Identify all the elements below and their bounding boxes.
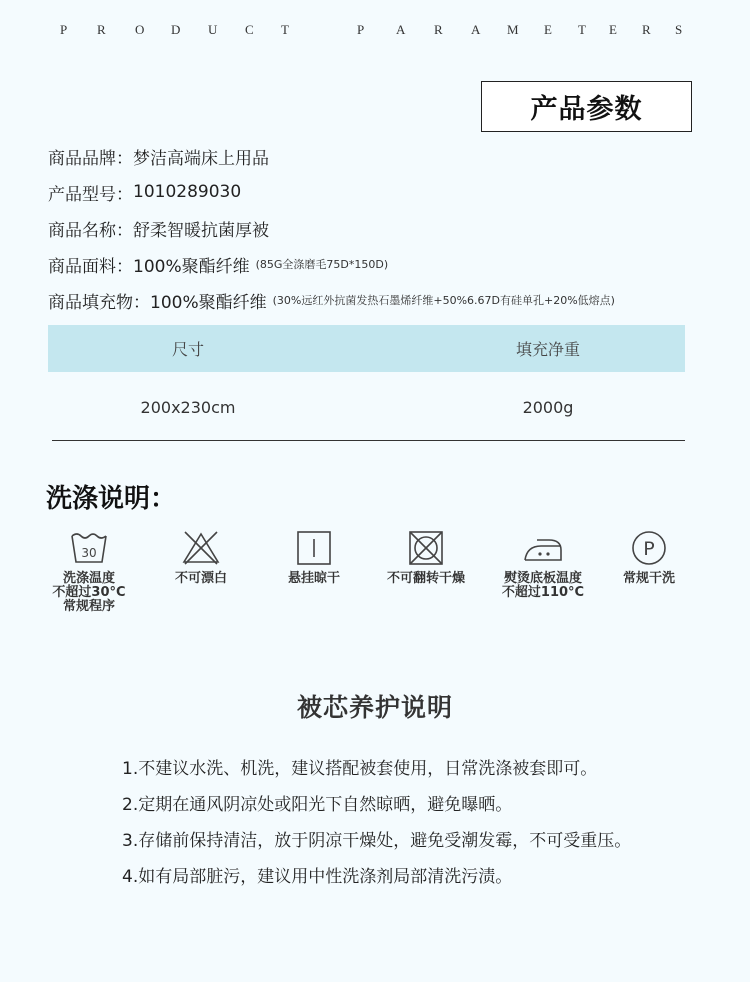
line-dry-icon — [294, 530, 334, 566]
header-letter: S — [675, 22, 683, 37]
param-label: 商品面料： — [48, 256, 133, 277]
list-item: 1.不建议水洗、机洗，建议搭配被套使用，日常洗涤被套即可。 — [122, 758, 598, 779]
param-value: 100%聚酯纤维 — [133, 256, 250, 277]
list-item: 2.定期在通风阴凉处或阳光下自然晾晒，避免曝晒。 — [122, 794, 513, 815]
header-letter: T — [578, 22, 586, 37]
header-letter: R — [97, 22, 106, 37]
care-label: 不可漂白 — [174, 571, 227, 586]
care-label: 常规干洗 — [622, 571, 675, 586]
wash-temp-text: 30 — [81, 546, 97, 560]
header-letter: E — [609, 22, 617, 37]
header-letter: R — [642, 22, 651, 37]
care-item-wash — [34, 530, 144, 614]
param-label: 商品填充物： — [48, 292, 150, 313]
care-label: 常规程序 — [62, 599, 115, 614]
param-row-name — [48, 210, 728, 246]
spec-header-weight: 填充净重 — [515, 340, 580, 359]
list-item: 3.存储前保持清洁，放于阴凉干燥处，避免受潮发霉，不可受重压。 — [122, 830, 632, 851]
spec-cell-size: 200x230cm — [140, 397, 236, 417]
spec-cell-weight: 2000g — [522, 397, 574, 417]
care-item-dry-clean — [594, 530, 704, 586]
spec-table — [48, 325, 685, 442]
header-letter: C — [245, 22, 254, 37]
page-title: 产品参数 — [481, 81, 692, 132]
header-letter: D — [171, 22, 181, 37]
divider — [52, 440, 685, 441]
param-label: 产品型号： — [48, 184, 133, 205]
param-value: 舒柔智暖抗菌厚被 — [133, 220, 269, 241]
header-letter: R — [434, 22, 443, 37]
care-label: 不超过110°C — [501, 585, 585, 600]
care-item-line-dry — [259, 530, 369, 586]
dry-clean-letter: P — [643, 538, 655, 560]
no-bleach-icon — [181, 530, 221, 566]
care-label: 熨烫底板温度 — [503, 571, 582, 586]
wash-30-icon — [69, 530, 109, 566]
header-letter: P — [60, 22, 68, 37]
list-item: 4.如有局部脏污，建议用中性洗涤剂局部清洗污渍。 — [122, 866, 513, 887]
param-note: (30%远红外抗菌发热石墨烯纤维+50%6.67D有硅单孔+20%低熔点) — [272, 294, 615, 307]
header-letter: T — [281, 22, 289, 37]
care-label: 不超过30°C — [52, 585, 126, 600]
table-row — [48, 372, 685, 442]
header-letter: P — [357, 22, 365, 37]
care-label: 悬挂晾干 — [287, 571, 340, 586]
care-item-no-tumble — [371, 530, 481, 586]
spec-table-header — [48, 325, 685, 372]
param-row-fabric — [48, 246, 728, 282]
dry-clean-p-icon — [629, 530, 669, 566]
params-list — [48, 138, 728, 318]
param-label: 商品品牌： — [48, 148, 133, 169]
no-tumble-dry-icon — [406, 530, 446, 566]
care-guide-list — [122, 748, 722, 892]
param-row-brand — [48, 138, 728, 174]
care-item-no-bleach — [146, 530, 256, 586]
header-letter: E — [544, 22, 552, 37]
param-row-model — [48, 174, 728, 210]
param-label: 商品名称： — [48, 220, 133, 241]
param-value: 梦洁高端床上用品 — [133, 148, 269, 169]
care-item-iron — [488, 530, 598, 600]
header-letter: A — [396, 22, 406, 37]
iron-medium-icon — [521, 530, 565, 566]
care-label: 洗涤温度 — [62, 571, 115, 586]
spec-header-size: 尺寸 — [171, 340, 204, 359]
param-note: (85G全涤磨毛75D*150D) — [255, 258, 389, 271]
param-value: 100%聚酯纤维 — [150, 292, 267, 313]
header-spaced-text — [0, 22, 750, 42]
param-row-filling — [48, 282, 728, 318]
wash-section-title: 洗涤说明： — [46, 484, 177, 514]
care-label: 不可翻转干燥 — [386, 571, 465, 586]
care-icons-row — [40, 530, 720, 640]
header-letter: U — [208, 22, 218, 37]
header-letter: O — [135, 22, 145, 37]
care-guide-title: 被芯养护说明 — [296, 693, 453, 722]
header-letter: A — [471, 22, 481, 37]
header-letter: M — [507, 22, 519, 37]
param-value: 1010289030 — [133, 182, 242, 202]
